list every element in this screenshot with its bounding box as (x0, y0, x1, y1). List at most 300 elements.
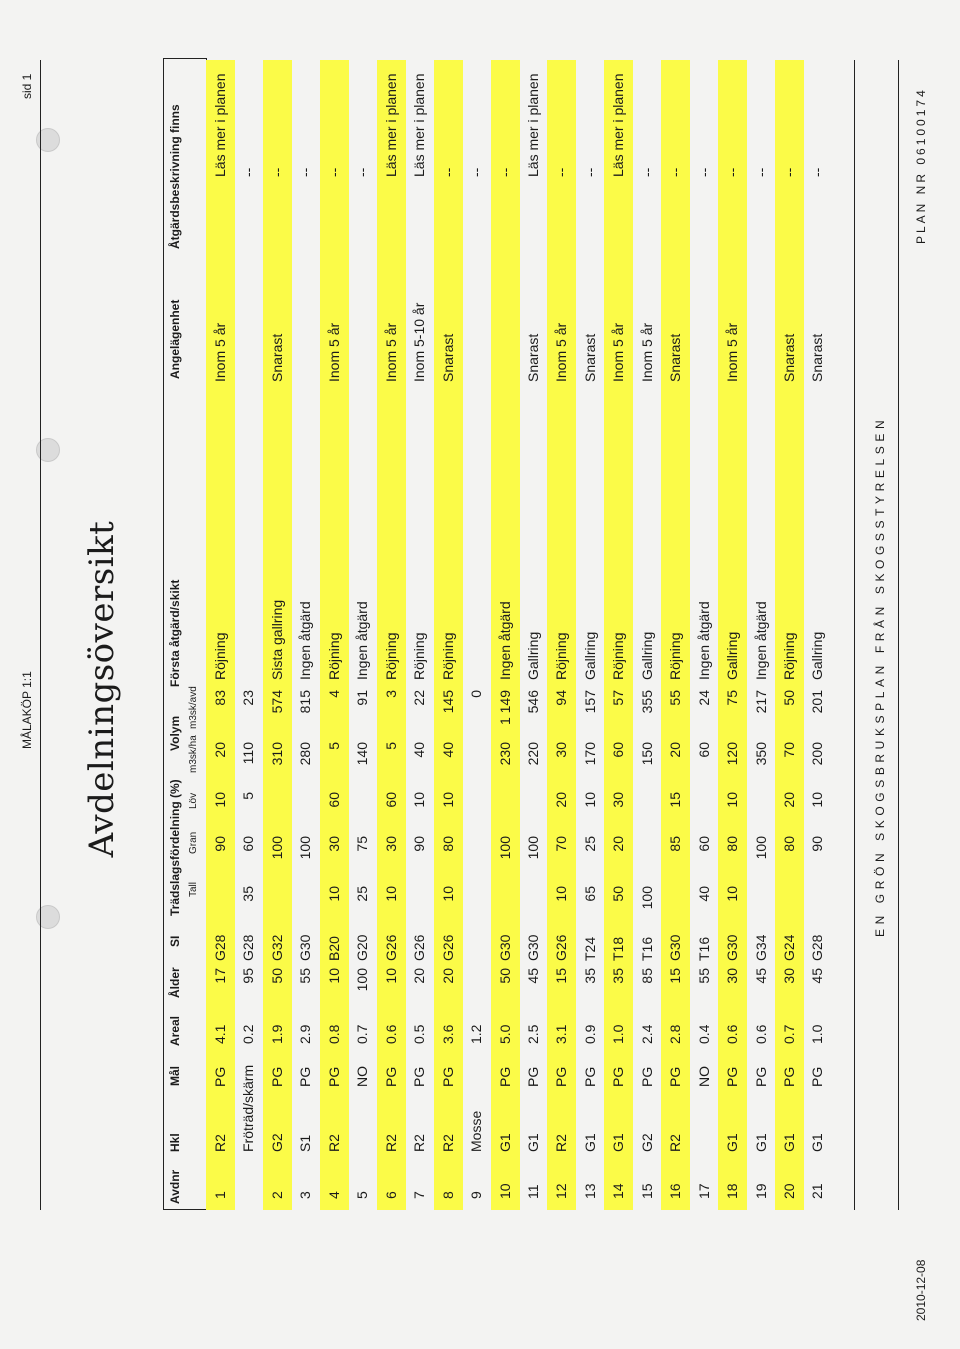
description-cell: Läs mer i planen (212, 73, 228, 177)
volume-ha-cell: 60 (695, 742, 712, 758)
areal-cell: 1.9 (268, 1024, 285, 1044)
mal-cell: PG (610, 1066, 627, 1087)
volume-avd-cell: 1 149 (496, 690, 513, 726)
si-cell: G26 (439, 934, 456, 961)
tall-cell: 100 (638, 886, 655, 910)
urgency-cell: Snarast (809, 333, 826, 382)
si-cell: T24 (581, 936, 598, 961)
si-cell: G24 (781, 934, 797, 961)
hkl-cell: G2 (268, 1133, 285, 1152)
urgency-cell: Snarast (439, 333, 456, 382)
volume-avd-cell: 3 (382, 690, 399, 698)
volume-ha-cell: 40 (411, 742, 428, 758)
areal-cell: 0.6 (382, 1024, 399, 1044)
mal-cell: PG (439, 1066, 456, 1087)
hkl-cell: G1 (581, 1133, 598, 1152)
action-cell: Ingen åtgärd (297, 601, 314, 680)
table-row (718, 60, 747, 1210)
footer-rule-top (854, 60, 855, 1210)
areal-cell: 0.4 (695, 1024, 712, 1044)
gran-cell: 60 (240, 836, 257, 852)
hkl-cell: R2 (212, 1134, 228, 1152)
hkl-cell: G2 (638, 1133, 655, 1152)
tall-cell: 10 (553, 886, 570, 902)
volume-avd-cell: 546 (524, 690, 541, 714)
volume-avd-cell: 815 (297, 690, 314, 714)
volume-ha-cell: 5 (325, 742, 342, 750)
avdnr-cell: 5 (354, 1191, 371, 1199)
description-cell: -- (581, 167, 598, 177)
hkl-cell: G1 (809, 1133, 826, 1152)
action-cell: Röjning (553, 632, 570, 680)
avdnr-cell: 9 (468, 1191, 485, 1199)
mal-cell: PG (667, 1066, 684, 1087)
avdnr-cell: 21 (809, 1183, 826, 1199)
si-cell: G20 (354, 934, 371, 961)
mal-cell: NO (354, 1066, 371, 1087)
action-cell: Gallring (724, 631, 741, 680)
urgency-cell: Inom 5-10 år (411, 302, 428, 382)
table-row (291, 60, 320, 1210)
avdnr-cell: 18 (724, 1183, 741, 1199)
alder-cell: 35 (581, 968, 598, 984)
avdnr-cell: 12 (553, 1183, 570, 1199)
alder-cell: 17 (212, 968, 228, 984)
si-cell: G26 (411, 934, 428, 961)
table-row (234, 60, 263, 1210)
alder-cell: 15 (667, 968, 684, 984)
action-cell: Röjning (610, 632, 627, 680)
gran-cell: 90 (212, 836, 228, 852)
tall-cell: 50 (610, 886, 627, 902)
description-cell: -- (354, 167, 371, 177)
description-cell: -- (240, 167, 257, 177)
mal-cell: PG (781, 1066, 797, 1087)
hkl-cell: G1 (752, 1133, 769, 1152)
si-cell: G28 (212, 934, 228, 961)
table-row (405, 60, 434, 1210)
hkl-cell: Fröträd/skärm (240, 1064, 257, 1152)
table-row (547, 60, 576, 1210)
volume-ha-cell: 5 (382, 742, 399, 750)
areal-cell: 0.2 (240, 1024, 257, 1044)
avdnr-cell: 1 (212, 1191, 228, 1199)
volume-avd-cell: 75 (724, 690, 741, 706)
action-cell: Gallring (524, 631, 541, 680)
gran-cell: 70 (553, 836, 570, 852)
description-cell: Läs mer i planen (524, 73, 541, 177)
volume-ha-cell: 230 (496, 742, 513, 766)
avdnr-cell: 4 (325, 1191, 342, 1199)
page-title: Avdelningsöversikt (82, 520, 122, 858)
volume-ha-cell: 140 (354, 742, 371, 766)
lov-cell: 20 (781, 792, 797, 808)
table-row (633, 60, 662, 1210)
alder-cell: 55 (695, 968, 712, 984)
areal-cell: 0.7 (781, 1024, 797, 1044)
volume-avd-cell: 94 (553, 690, 570, 706)
hkl-cell: R2 (553, 1134, 570, 1152)
hkl-cell: G1 (524, 1133, 541, 1152)
tall-cell: 40 (695, 886, 712, 902)
areal-cell: 1.2 (468, 1024, 485, 1044)
gran-cell: 90 (809, 836, 826, 852)
urgency-cell: Inom 5 år (638, 322, 655, 382)
si-cell: T16 (695, 936, 712, 961)
lov-cell: 20 (553, 792, 570, 808)
alder-cell: 50 (268, 968, 285, 984)
volume-avd-cell: 23 (240, 690, 257, 706)
avdnr-cell: 2 (268, 1191, 285, 1199)
avdnr-cell: 7 (411, 1191, 428, 1199)
table-row (803, 60, 832, 1210)
urgency-cell: Snarast (524, 333, 541, 382)
table-row (491, 60, 520, 1210)
areal-cell: 2.4 (638, 1024, 655, 1044)
description-cell: -- (695, 167, 712, 177)
lov-cell: 10 (411, 792, 428, 808)
description-cell: -- (724, 167, 741, 177)
col-gran: Gran (188, 831, 199, 854)
col-tradslag: Trädslagsfördelning (%) (168, 779, 182, 916)
description-cell: -- (809, 167, 826, 177)
avdnr-cell: 14 (610, 1183, 627, 1199)
si-cell: T18 (610, 936, 627, 961)
gran-cell: 100 (496, 836, 513, 860)
urgency-cell: Snarast (581, 333, 598, 382)
volume-ha-cell: 120 (724, 742, 741, 766)
avdnr-cell: 17 (695, 1183, 712, 1199)
areal-cell: 2.8 (667, 1024, 684, 1044)
hkl-cell: R2 (439, 1134, 456, 1152)
gran-cell: 30 (325, 836, 342, 852)
lov-cell: 30 (610, 792, 627, 808)
volume-avd-cell: 355 (638, 690, 655, 714)
urgency-cell: Snarast (667, 333, 684, 382)
description-cell: -- (667, 167, 684, 177)
gran-cell: 100 (268, 836, 285, 860)
volume-avd-cell: 0 (468, 690, 485, 698)
description-cell: Läs mer i planen (610, 73, 627, 177)
lov-cell: 60 (382, 792, 399, 808)
action-cell: Gallring (638, 631, 655, 680)
hkl-cell: R2 (667, 1134, 684, 1152)
hkl-cell: G1 (496, 1133, 513, 1152)
mal-cell: PG (724, 1066, 741, 1087)
col-atgard: Första åtgärd/skikt (168, 579, 182, 687)
gran-cell: 60 (695, 836, 712, 852)
lov-cell: 10 (724, 792, 741, 808)
areal-cell: 0.6 (752, 1024, 769, 1044)
alder-cell: 20 (411, 968, 428, 984)
hkl-cell: R2 (325, 1134, 342, 1152)
si-cell: G26 (553, 934, 570, 961)
tall-cell: 65 (581, 886, 598, 902)
hkl-cell: G1 (781, 1133, 797, 1152)
lov-cell: 5 (240, 792, 257, 800)
description-cell: -- (553, 167, 570, 177)
areal-cell: 2.9 (297, 1024, 314, 1044)
footer-plan-number: PLAN NR 06100174 (914, 87, 928, 244)
areal-cell: 0.8 (325, 1024, 342, 1044)
mal-cell: PG (809, 1066, 826, 1087)
action-cell: Röjning (667, 632, 684, 680)
si-cell: T16 (638, 936, 655, 961)
table-row (263, 60, 292, 1210)
si-cell: G30 (667, 934, 684, 961)
mal-cell: PG (268, 1066, 285, 1087)
avdnr-cell: 6 (382, 1191, 399, 1199)
col-beskrivning: Åtgärdsbeskrivning finns (168, 104, 182, 249)
alder-cell: 85 (638, 968, 655, 984)
col-hkl: Hkl (168, 1133, 182, 1152)
avdnr-cell: 11 (524, 1184, 541, 1199)
si-cell: G30 (524, 934, 541, 961)
urgency-cell: Inom 5 år (382, 322, 399, 382)
gran-cell: 30 (382, 836, 399, 852)
volume-ha-cell: 30 (553, 742, 570, 758)
description-cell: -- (468, 167, 485, 177)
lov-cell: 10 (809, 792, 826, 808)
avdnr-cell: 15 (638, 1183, 655, 1199)
action-cell: Röjning (212, 632, 228, 680)
volume-avd-cell: 91 (354, 690, 371, 706)
volume-avd-cell: 24 (695, 690, 712, 706)
col-si: SI (168, 935, 182, 947)
header-rule (40, 60, 41, 1210)
col-alder: Ålder (168, 967, 182, 998)
areal-cell: 0.5 (411, 1024, 428, 1044)
action-cell: Ingen åtgärd (496, 601, 513, 680)
col-areal: Areal (168, 1015, 182, 1046)
si-cell: G30 (496, 934, 513, 961)
volume-ha-cell: 70 (781, 742, 797, 758)
table-row (462, 60, 491, 1210)
volume-ha-cell: 220 (524, 742, 541, 766)
gran-cell: 75 (354, 836, 371, 852)
volume-avd-cell: 201 (809, 690, 826, 714)
mal-cell: PG (524, 1066, 541, 1087)
action-cell: Röjning (382, 632, 399, 680)
areal-cell: 0.6 (724, 1024, 741, 1044)
table-row (747, 60, 776, 1210)
gran-cell: 80 (724, 836, 741, 852)
areal-cell: 4.1 (212, 1024, 228, 1044)
hkl-cell: S1 (297, 1134, 314, 1152)
col-mal: Mål (168, 1065, 182, 1086)
tall-cell: 10 (439, 886, 456, 902)
volume-ha-cell: 20 (212, 742, 228, 758)
mal-cell: PG (212, 1066, 228, 1087)
alder-cell: 35 (610, 968, 627, 984)
description-cell: -- (325, 167, 342, 177)
tall-cell: 35 (240, 886, 257, 902)
volume-ha-cell: 60 (610, 742, 627, 758)
table-row (775, 60, 804, 1210)
action-cell: Gallring (581, 631, 598, 680)
table-row (661, 60, 690, 1210)
description-cell: Läs mer i planen (411, 73, 428, 177)
volume-ha-cell: 20 (667, 742, 684, 758)
table-row (690, 60, 719, 1210)
gran-cell: 90 (411, 836, 428, 852)
hkl-cell: Mosse (468, 1110, 485, 1152)
footer-center-text: EN GRÖN SKOGSBRUKSPLAN FRÅN SKOGSSTYRELSEN (873, 415, 887, 937)
si-cell: G28 (240, 934, 257, 961)
urgency-cell: Snarast (781, 333, 797, 382)
areal-cell: 0.7 (354, 1024, 371, 1044)
description-cell: Läs mer i planen (382, 73, 399, 177)
tall-cell: 10 (382, 886, 399, 902)
volume-avd-cell: 83 (212, 690, 228, 706)
volume-ha-cell: 170 (581, 742, 598, 766)
footer-date: 2010-12-08 (914, 1259, 928, 1321)
action-cell: Ingen åtgärd (752, 601, 769, 680)
col-lov: Löv (188, 792, 199, 809)
areal-cell: 3.1 (553, 1024, 570, 1044)
areal-cell: 3.6 (439, 1024, 456, 1044)
urgency-cell: Inom 5 år (724, 322, 741, 382)
hkl-cell: G1 (610, 1133, 627, 1152)
hkl-cell: R2 (382, 1134, 399, 1152)
alder-cell: 95 (240, 968, 257, 984)
mal-cell: PG (382, 1066, 399, 1087)
avdnr-cell: 20 (781, 1183, 797, 1199)
tall-cell: 25 (354, 886, 371, 902)
alder-cell: 100 (354, 968, 371, 992)
volume-ha-cell: 350 (752, 742, 769, 766)
scale-label: MÅLAKÖP 1:1 (20, 671, 34, 749)
description-cell: -- (268, 167, 285, 177)
action-cell: Röjning (439, 632, 456, 680)
col-angelagenhet: Angelägenhet (168, 299, 182, 379)
tall-cell: 10 (724, 886, 741, 902)
si-cell: G28 (809, 934, 826, 961)
avdnr-cell: 8 (439, 1191, 456, 1199)
volume-ha-cell: 280 (297, 742, 314, 766)
lov-cell: 10 (439, 792, 456, 808)
mal-cell: PG (297, 1066, 314, 1087)
urgency-cell: Inom 5 år (610, 322, 627, 382)
mal-cell: PG (325, 1066, 342, 1087)
description-cell: -- (439, 167, 456, 177)
page-label: sid 1 (20, 73, 34, 99)
col-m3skavd: m3sk/avd (188, 686, 199, 729)
table-row (206, 60, 235, 1210)
avdnr-cell: 10 (496, 1183, 513, 1199)
action-cell: Röjning (781, 632, 797, 680)
areal-cell: 5.0 (496, 1024, 513, 1044)
areal-cell: 1.0 (809, 1024, 826, 1044)
urgency-cell: Inom 5 år (325, 322, 342, 382)
table-row (434, 60, 463, 1210)
gran-cell: 20 (610, 836, 627, 852)
hkl-cell: R2 (411, 1134, 428, 1152)
si-cell: G26 (382, 934, 399, 961)
description-cell: -- (752, 167, 769, 177)
areal-cell: 1.0 (610, 1024, 627, 1044)
gran-cell: 100 (524, 836, 541, 860)
alder-cell: 20 (439, 968, 456, 984)
volume-avd-cell: 145 (439, 690, 456, 714)
volume-ha-cell: 40 (439, 742, 456, 758)
volume-avd-cell: 55 (667, 690, 684, 706)
avdnr-cell: 13 (581, 1183, 598, 1199)
si-cell: G30 (297, 934, 314, 961)
volume-ha-cell: 200 (809, 742, 826, 766)
table-row (377, 60, 406, 1210)
action-cell: Ingen åtgärd (354, 601, 371, 680)
mal-cell: NO (695, 1066, 712, 1087)
table-row (348, 60, 377, 1210)
mal-cell: PG (411, 1066, 428, 1087)
mal-cell: PG (553, 1066, 570, 1087)
mal-cell: PG (496, 1066, 513, 1087)
avdnr-cell: 19 (752, 1183, 769, 1199)
mal-cell: PG (638, 1066, 655, 1087)
si-cell: G32 (268, 934, 285, 961)
gran-cell: 85 (667, 836, 684, 852)
description-cell: -- (781, 167, 797, 177)
gran-cell: 80 (439, 836, 456, 852)
table-row (604, 60, 633, 1210)
si-cell: G34 (752, 934, 769, 961)
areal-cell: 2.5 (524, 1024, 541, 1044)
lov-cell: 10 (581, 792, 598, 808)
col-avdnr: Avdnr (168, 1169, 182, 1204)
action-cell: Gallring (809, 631, 826, 680)
alder-cell: 10 (325, 968, 342, 984)
volume-avd-cell: 217 (752, 690, 769, 714)
volume-avd-cell: 574 (268, 690, 285, 714)
alder-cell: 45 (752, 968, 769, 984)
volume-avd-cell: 50 (781, 690, 797, 706)
lov-cell: 15 (667, 792, 684, 808)
col-m3skha: m3sk/ha (188, 735, 199, 773)
si-cell: G30 (724, 934, 741, 961)
action-cell: Sista gallring (268, 599, 285, 680)
gran-cell: 25 (581, 836, 598, 852)
mal-cell: PG (752, 1066, 769, 1087)
avdnr-cell: 16 (667, 1183, 684, 1199)
action-cell: Röjning (325, 632, 342, 680)
table-row (320, 60, 349, 1210)
mal-cell: PG (581, 1066, 598, 1087)
table-row (576, 60, 605, 1210)
urgency-cell: Inom 5 år (553, 322, 570, 382)
footer-rule-bottom (898, 60, 899, 1210)
gran-cell: 80 (781, 836, 797, 852)
alder-cell: 15 (553, 968, 570, 984)
hkl-cell: G1 (724, 1133, 741, 1152)
description-cell: -- (297, 167, 314, 177)
action-cell: Röjning (411, 632, 428, 680)
alder-cell: 10 (382, 968, 399, 984)
alder-cell: 55 (297, 968, 314, 984)
avdnr-cell: 3 (297, 1191, 314, 1199)
lov-cell: 60 (325, 792, 342, 808)
volume-ha-cell: 310 (268, 742, 285, 766)
volume-avd-cell: 57 (610, 690, 627, 706)
col-tall: Tall (188, 881, 199, 897)
volume-ha-cell: 110 (240, 742, 257, 765)
volume-avd-cell: 22 (411, 690, 428, 706)
gran-cell: 100 (297, 836, 314, 860)
volume-avd-cell: 4 (325, 690, 342, 698)
description-cell: -- (496, 167, 513, 177)
volume-ha-cell: 150 (638, 742, 655, 766)
volume-avd-cell: 157 (581, 690, 598, 714)
